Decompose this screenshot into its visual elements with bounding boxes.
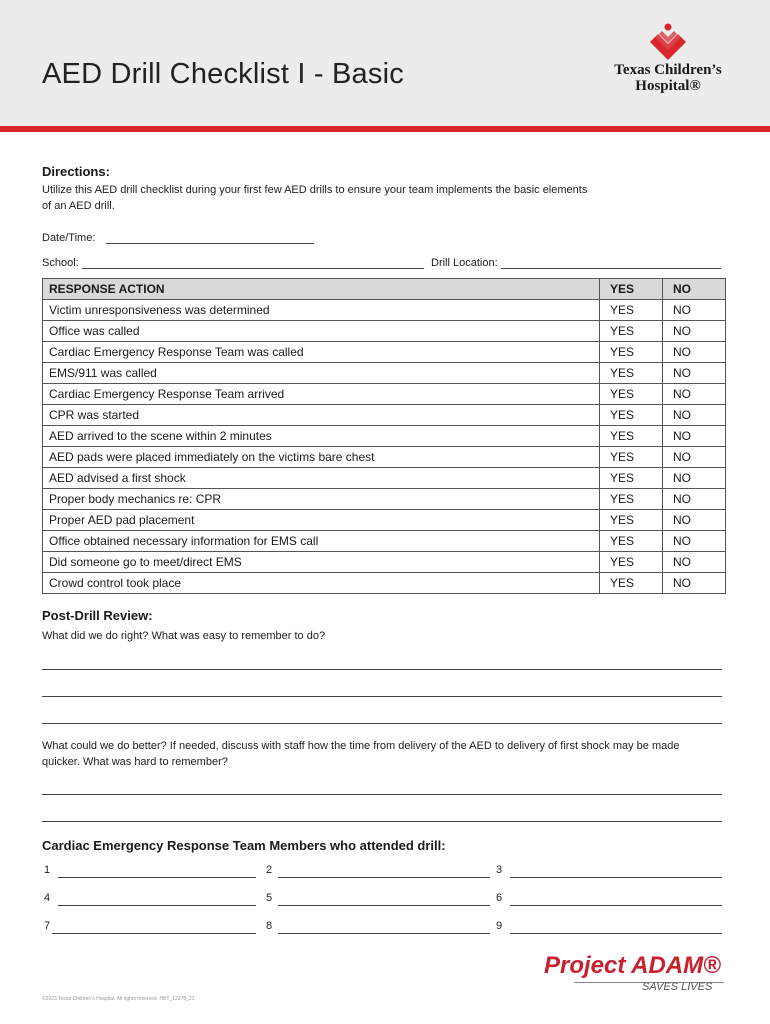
table-row (43, 531, 726, 552)
member-number-4: 4 (44, 892, 51, 904)
review-question-1: What did we do right? What was easy to remember to do? (42, 630, 326, 642)
yes-option[interactable]: YES (600, 552, 663, 573)
response-action-cell: Did someone go to meet/direct EMS (43, 552, 600, 573)
table-row (43, 342, 726, 363)
table-row (43, 300, 726, 321)
response-action-cell: EMS/911 was called (43, 363, 600, 384)
member-number-9: 9 (496, 920, 503, 932)
no-option[interactable]: NO (663, 489, 726, 510)
member-field-5[interactable] (278, 905, 490, 906)
directions-text-2: of an AED drill. (42, 200, 115, 212)
response-action-table (42, 278, 726, 594)
logo-line-1: Texas Children’s (614, 62, 722, 78)
yes-option[interactable]: YES (600, 363, 663, 384)
answer-line[interactable] (42, 794, 722, 795)
no-option[interactable]: NO (663, 552, 726, 573)
no-option[interactable]: NO (663, 447, 726, 468)
table-row (43, 573, 726, 594)
yes-option[interactable]: YES (600, 300, 663, 321)
hospital-heart-icon (648, 22, 688, 62)
member-field-4[interactable] (58, 905, 256, 906)
table-row (43, 405, 726, 426)
yes-option[interactable]: YES (600, 468, 663, 489)
member-number-8: 8 (266, 920, 273, 932)
yes-option[interactable]: YES (600, 426, 663, 447)
response-action-cell: AED pads were placed immediately on the victims bare chest (43, 447, 600, 468)
no-option[interactable]: NO (663, 426, 726, 447)
table-header-row (43, 279, 726, 300)
member-field-7[interactable] (52, 933, 256, 934)
table-row (43, 447, 726, 468)
no-option[interactable]: NO (663, 300, 726, 321)
response-action-cell: Crowd control took place (43, 573, 600, 594)
answer-line[interactable] (42, 669, 722, 670)
logo-line-2: Hospital® (635, 78, 701, 94)
member-number-5: 5 (266, 892, 273, 904)
yes-option[interactable]: YES (600, 342, 663, 363)
response-action-cell: Proper body mechanics re: CPR (43, 489, 600, 510)
texas-childrens-logo (608, 22, 728, 102)
no-option[interactable]: NO (663, 531, 726, 552)
location-label: Drill Location: (431, 257, 498, 269)
location-field[interactable] (501, 268, 721, 269)
copyright-text: ©2023 Texas Children’s Hospital. All rights reserved. HBT_12378_23 (42, 996, 195, 1002)
member-field-3[interactable] (510, 877, 722, 878)
member-number-1: 1 (44, 864, 51, 876)
member-number-7: 7 (44, 920, 51, 932)
response-action-cell: AED arrived to the scene within 2 minutes (43, 426, 600, 447)
table-row (43, 384, 726, 405)
no-option[interactable]: NO (663, 468, 726, 489)
response-action-header: RESPONSE ACTION (43, 279, 600, 300)
table-row (43, 426, 726, 447)
directions-text-1: Utilize this AED drill checklist during your first few AED drills to ensure your team implements the basic elements (42, 184, 588, 196)
response-action-cell: Office was called (43, 321, 600, 342)
yes-option[interactable]: YES (600, 447, 663, 468)
answer-line[interactable] (42, 821, 722, 822)
yes-option[interactable]: YES (600, 384, 663, 405)
review-question-2-line-1: What could we do better? If needed, discuss with staff how the time from delivery of the AED to delivery of first shock may be made (42, 740, 680, 752)
project-adam-tagline: SAVES LIVES (642, 981, 713, 993)
no-option[interactable]: NO (663, 510, 726, 531)
member-field-8[interactable] (278, 933, 490, 934)
yes-option[interactable]: YES (600, 489, 663, 510)
member-number-6: 6 (496, 892, 503, 904)
directions-heading: Directions: (42, 164, 110, 179)
answer-line[interactable] (42, 696, 722, 697)
project-adam-logo (544, 952, 729, 997)
member-field-1[interactable] (58, 877, 256, 878)
member-field-9[interactable] (510, 933, 722, 934)
table-row (43, 552, 726, 573)
response-action-cell: CPR was started (43, 405, 600, 426)
response-action-cell: Proper AED pad placement (43, 510, 600, 531)
yes-option[interactable]: YES (600, 573, 663, 594)
table-row (43, 363, 726, 384)
table-row (43, 510, 726, 531)
datetime-label: Date/Time: (42, 232, 96, 244)
no-option[interactable]: NO (663, 363, 726, 384)
school-field[interactable] (82, 268, 424, 269)
review-question-2-line-2: quicker. What was hard to remember? (42, 756, 228, 768)
no-option[interactable]: NO (663, 573, 726, 594)
review-heading: Post-Drill Review: (42, 608, 153, 623)
response-action-cell: Cardiac Emergency Response Team was called (43, 342, 600, 363)
no-header: NO (663, 279, 726, 300)
team-heading: Cardiac Emergency Response Team Members who attended drill: (42, 838, 446, 853)
table-row (43, 468, 726, 489)
table-row (43, 489, 726, 510)
yes-header: YES (600, 279, 663, 300)
table-row (43, 321, 726, 342)
yes-option[interactable]: YES (600, 321, 663, 342)
no-option[interactable]: NO (663, 321, 726, 342)
response-action-cell: Cardiac Emergency Response Team arrived (43, 384, 600, 405)
member-number-3: 3 (496, 864, 503, 876)
page-header (0, 0, 770, 132)
member-field-6[interactable] (510, 905, 722, 906)
datetime-field[interactable] (106, 243, 314, 244)
no-option[interactable]: NO (663, 342, 726, 363)
no-option[interactable]: NO (663, 384, 726, 405)
yes-option[interactable]: YES (600, 531, 663, 552)
member-field-2[interactable] (278, 877, 490, 878)
member-number-2: 2 (266, 864, 273, 876)
response-action-cell: Victim unresponsiveness was determined (43, 300, 600, 321)
response-action-cell: Office obtained necessary information for EMS call (43, 531, 600, 552)
yes-option[interactable]: YES (600, 405, 663, 426)
no-option[interactable]: NO (663, 405, 726, 426)
yes-option[interactable]: YES (600, 510, 663, 531)
school-label: School: (42, 257, 79, 269)
response-action-cell: AED advised a first shock (43, 468, 600, 489)
answer-line[interactable] (42, 723, 722, 724)
project-adam-brand: Project ADAM® (544, 952, 721, 979)
page-title: AED Drill Checklist I - Basic (42, 58, 404, 90)
